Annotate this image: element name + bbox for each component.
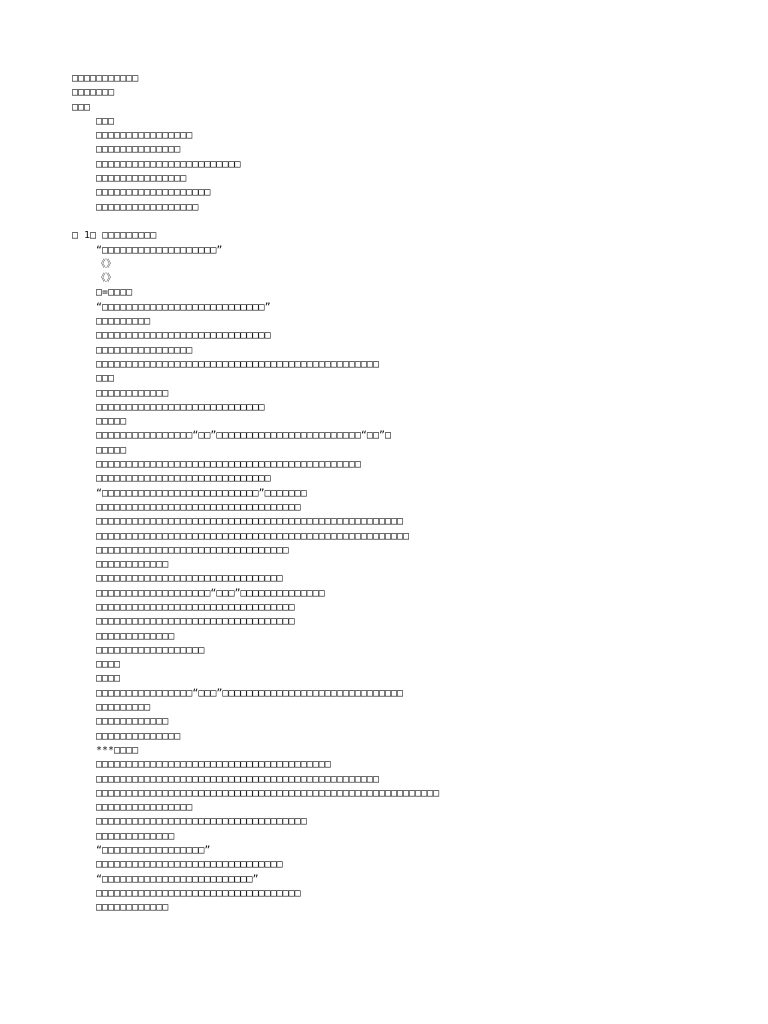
- toc-item: □□□: [96, 115, 115, 127]
- body-text-line: “□□□□□□□□□□□□□□□□□□□□□□□□□”: [96, 873, 259, 885]
- body-text-line: □□□□□□□□□□□□□□□□□□□□□□□□□□□□□□□□□□□□□□□: [96, 759, 331, 771]
- table-of-contents: [72, 115, 692, 215]
- toc-item: □□□□□□□□□□□□□□□□□□□□□□□□: [96, 158, 241, 170]
- body-text-line: □□□□: [96, 673, 121, 685]
- body-text-line: □□□□□: [96, 416, 127, 428]
- body-text-line: □□□□□□□□□□□□□: [96, 630, 175, 642]
- doc-toc-heading: □□□: [72, 101, 91, 113]
- body-text-line: □□□□□□□□□: [96, 316, 151, 328]
- body-text-line: □□□□□□□□□□□□□□□□□□□“□□□”□□□□□□□□□□□□□□: [96, 587, 325, 599]
- section-heading: □ 1□ □□□□□□□□□: [72, 230, 157, 242]
- body-text-line: “□□□□□□□□□□□□□□□□□□□□□□□□□□□”: [96, 301, 271, 313]
- body-text-line: □□□□□□□□□□□□□□□□□□□□□□□□□□□□□□□□□□: [96, 501, 301, 513]
- body-text-line: □□□□□□□□□□□□□□□□□□: [96, 644, 205, 656]
- body-text-line: □□□□□□□□□□□□□□□□□□□□□□□□□□□□□□□□□□□□□□□□□□□□□□□□□□□: [96, 516, 404, 528]
- body-text-line: □□□□□□□□□□□□: [96, 902, 169, 914]
- body-text-line: □□□□□: [96, 444, 127, 456]
- body-text-line: □□□□□□□□□□□□□□□□“□□□”□□□□□□□□□□□□□□□□□□□□□□□□□□□□□□: [96, 687, 404, 699]
- body-text-line: □□□□□□□□□□□□□□□□□□□□□□□□□□□□□□□: [96, 573, 283, 585]
- body-text-line: 《》: [96, 258, 116, 270]
- body-text-line: □□□□□□□□□□□□□□□□□□□□□□□□□□□□□□□□□□□: [96, 816, 307, 828]
- body-text-line: □□□□□□□□□□□□□□□□□□□□□□□□□□□□: [96, 401, 265, 413]
- body-text-line: 《》: [96, 273, 116, 285]
- body-text-line: □□□□□□□□□□□□□□□□□□□□□□□□□□□□□□□□□□□□□□□□□□□□□□□□□□□□□□□□□: [96, 787, 440, 799]
- doc-title-line-2: □□□□□□□: [72, 87, 115, 99]
- toc-item: □□□□□□□□□□□□□□□: [96, 173, 187, 185]
- body-text-line: □□□□□□□□□□□□□□□□□□□□□□□□□□□□□□□□□: [96, 601, 295, 613]
- body-text-line: “□□□□□□□□□□□□□□□□□□□”: [96, 244, 223, 256]
- body-text-line: “□□□□□□□□□□□□□□□□□”: [96, 845, 211, 857]
- body-text-line: □□□: [96, 373, 115, 385]
- section-body: [72, 244, 692, 916]
- body-text-line: □□□□□□□□□□□□□□□□“□□”□□□□□□□□□□□□□□□□□□□□□□□□“□□”□: [96, 430, 392, 442]
- toc-item: □□□□□□□□□□□□□□: [96, 144, 181, 156]
- body-text-line: ***□□□□: [96, 744, 139, 756]
- body-text-line: □□□□□□□□□□□□□□□□: [96, 344, 193, 356]
- body-text-line: □□□□□□□□□: [96, 702, 151, 714]
- toc-item: □□□□□□□□□□□□□□□□□□□: [96, 187, 211, 199]
- body-text-line: □□□□□□□□□□□□□□: [96, 730, 181, 742]
- doc-title-line-1: □□□□□□□□□□□: [72, 73, 139, 84]
- body-text-line: □□□□□□□□□□□□□□□□□□□□□□□□□□□□□: [96, 473, 271, 485]
- body-text-line: □□□□□□□□□□□□□□□□: [96, 802, 193, 814]
- body-text-line: □□□□□□□□□□□□: [96, 559, 169, 571]
- toc-item: □□□□□□□□□□□□□□□□: [96, 130, 193, 142]
- body-text-line: □□□□□□□□□□□□□□□□□□□□□□□□□□□□□□□□: [96, 544, 289, 556]
- body-text-line: □=□□□□: [96, 287, 133, 299]
- body-text-line: □□□□□□□□□□□□□□□□□□□□□□□□□□□□□□□□□□□□□□□□□□□□□□□□□□□□: [96, 530, 410, 542]
- body-text-line: □□□□□□□□□□□□□□□□□□□□□□□□□□□□□□□: [96, 859, 283, 871]
- body-text-line: □□□□□□□□□□□□□□□□□□□□□□□□□□□□□□□□□□: [96, 887, 301, 899]
- body-text-line: □□□□□□□□□□□□□: [96, 830, 175, 842]
- toc-item: □□□□□□□□□□□□□□□□□: [96, 201, 199, 213]
- body-text-line: □□□□□□□□□□□□: [96, 387, 169, 399]
- body-text-line: □□□□□□□□□□□□□□□□□□□□□□□□□□□□□□□□□□□□□□□□□□□□□□□: [96, 358, 379, 370]
- body-text-line: “□□□□□□□□□□□□□□□□□□□□□□□□□□”□□□□□□□: [96, 487, 307, 499]
- body-text-line: □□□□□□□□□□□□□□□□□□□□□□□□□□□□□□□□□□□□□□□□□□□□□□□: [96, 773, 379, 785]
- body-text-line: □□□□□□□□□□□□: [96, 716, 169, 728]
- document-page: [72, 72, 692, 916]
- body-text-line: □□□□□□□□□□□□□□□□□□□□□□□□□□□□□: [96, 330, 271, 342]
- body-text-line: □□□□: [96, 659, 121, 671]
- spacer: [72, 215, 692, 229]
- body-text-line: □□□□□□□□□□□□□□□□□□□□□□□□□□□□□□□□□□□□□□□□□□□□: [96, 459, 361, 471]
- body-text-line: □□□□□□□□□□□□□□□□□□□□□□□□□□□□□□□□□: [96, 616, 295, 628]
